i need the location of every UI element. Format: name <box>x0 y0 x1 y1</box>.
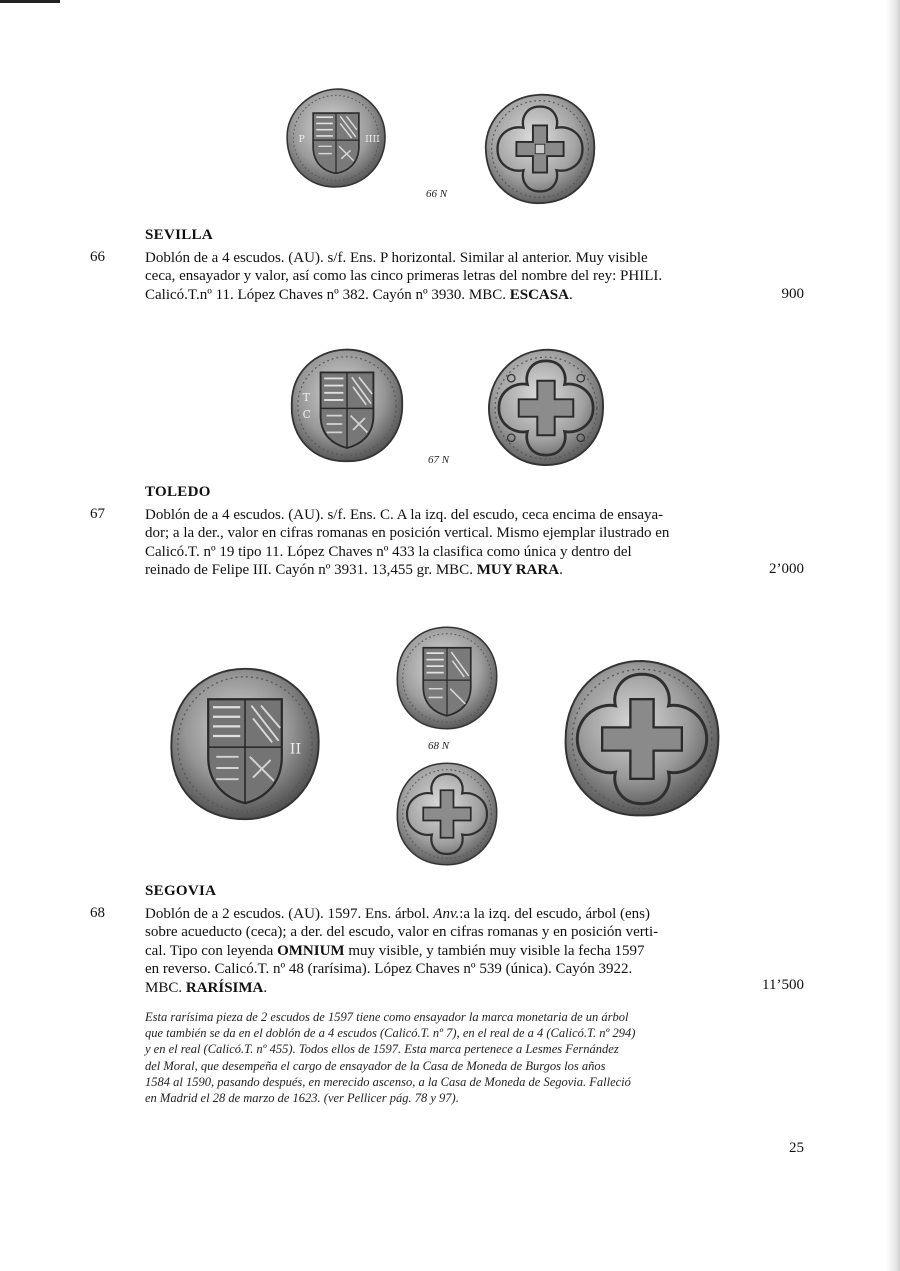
lot-number-66: 66 <box>90 249 105 265</box>
figure-label-68: 68 N <box>428 740 450 752</box>
desc-line <box>145 979 737 997</box>
desc-line: ceca, ensayador y valor, así como las cinco primeras letras del nombre del rey: PHILI. <box>145 268 663 285</box>
city-heading-toledo: TOLEDO <box>145 484 211 500</box>
desc-text: Calicó.T.nº 11. López Chaves nº 382. Cayón nº 3930. MBC. <box>145 286 510 303</box>
city-heading-segovia: SEGOVIA <box>145 883 217 899</box>
coin-67-reverse-cross-coin-icon <box>480 346 612 470</box>
note-line: 1584 al 1590, pasando después, en merecido ascenso, a la Casa de Moneda de Segovia. Falleció <box>145 1074 631 1089</box>
scan-corner-mark <box>0 0 60 3</box>
rarity-grade: RARÍSIMA <box>185 979 264 996</box>
rarity-grade: MUY RARA <box>476 562 560 579</box>
coin-68-reverse-large-cross-coin-icon <box>558 656 726 822</box>
desc-text: :a la izq. del escudo, árbol (ens) <box>459 906 651 922</box>
lot-number-68: 68 <box>90 905 105 921</box>
desc-line <box>145 286 737 304</box>
lot-description-67 <box>145 506 737 580</box>
svg-text:C: C <box>302 408 311 421</box>
note-line: del Moral, que desempeña el cargo de ensayador de la Casa de Moneda de Burgos los años <box>145 1058 606 1073</box>
desc-line: Doblón de a 4 escudos. (AU). s/f. Ens. C. A la izq. del escudo, ceca encima de ensaya- <box>145 507 664 523</box>
lot-description-68 <box>145 905 737 997</box>
city-heading-sevilla: SEVILLA <box>145 227 213 243</box>
desc-text: MBC. <box>145 979 186 996</box>
legend-omnium: OMNIUM <box>277 942 345 959</box>
page-number: 25 <box>789 1140 804 1156</box>
lot-price-67: 2’000 <box>769 561 804 577</box>
coin-68-obverse-small-shield-coin-icon <box>392 624 502 732</box>
svg-text:T: T <box>302 391 310 405</box>
desc-line: sobre acueducto (ceca); a der. del escudo, valor en cifras romanas y en posición verti- <box>145 924 659 941</box>
coin-67-obverse-shield-coin-icon <box>284 346 410 466</box>
note-line: que también se da en el doblón de a 4 escudos (Calicó.T. nº 7), en el real de a 4 (Calicó.T. nº 294) <box>145 1026 636 1041</box>
svg-text:II: II <box>289 741 302 758</box>
desc-line <box>145 942 737 960</box>
figure-label-67: 67 N <box>428 454 450 466</box>
figure-label-66: 66 N <box>426 188 448 200</box>
desc-text: . <box>568 286 573 303</box>
rarity-grade: ESCASA <box>509 286 569 303</box>
desc-line: dor; a la der., valor en cifras romanas en posición vertical. Mismo ejemplar ilustrado en <box>145 525 670 542</box>
lot-price-68: 11’500 <box>762 977 804 993</box>
desc-line: en reverso. Calicó.T. nº 48 (rarísima). López Chaves nº 539 (única). Cayón 3922. <box>145 961 633 978</box>
page-edge-shadow <box>886 0 900 1271</box>
note-line: y en el real (Calicó.T. nº 455). Todos ellos de 1597. Esta marca pertenece a Lesmes Fernández <box>145 1042 619 1057</box>
desc-text: reinado de Felipe III. Cayón nº 3931. 13,455 gr. MBC. <box>145 562 477 579</box>
desc-text: . <box>559 562 563 579</box>
desc-line: Doblón de a 4 escudos. (AU). s/f. Ens. P horizontal. Similar al anterior. Muy visible <box>145 250 648 266</box>
lot-description-66 <box>145 249 737 304</box>
note-line: en Madrid el 28 de marzo de 1623. (ver Pellicer pág. 78 y 97). <box>145 1091 459 1106</box>
svg-text:IIII: IIII <box>365 134 380 146</box>
lot-price-66: 900 <box>781 286 804 302</box>
desc-line: Calicó.T. nº 19 tipo 11. López Chaves nº 433 la clasifica como única y dentro del <box>145 543 632 560</box>
anverso-abbrev: Anv. <box>433 906 460 922</box>
lot-68-note <box>145 1009 745 1106</box>
coin-68-reverse-small-cross-coin-icon <box>392 760 502 868</box>
svg-text:P: P <box>298 134 305 146</box>
desc-text: Doblón de a 2 escudos. (AU). 1597. Ens. árbol. <box>145 906 434 922</box>
note-line: Esta rarísima pieza de 2 escudos de 1597 tiene como ensayador la marca monetaria de un árbol <box>145 1010 629 1024</box>
desc-text: muy visible, y también muy visible la fecha 1597 <box>344 942 645 959</box>
coin-66-reverse-cross-coin-icon <box>480 90 600 208</box>
desc-text: cal. Tipo con leyenda <box>145 942 278 959</box>
desc-line <box>145 561 737 579</box>
coin-66-obverse-shield-coin-icon <box>282 86 390 190</box>
coin-68-obverse-large-shield-coin-icon <box>160 664 330 824</box>
desc-text: . <box>263 979 268 996</box>
lot-number-67: 67 <box>90 506 105 522</box>
desc-line <box>145 905 737 923</box>
